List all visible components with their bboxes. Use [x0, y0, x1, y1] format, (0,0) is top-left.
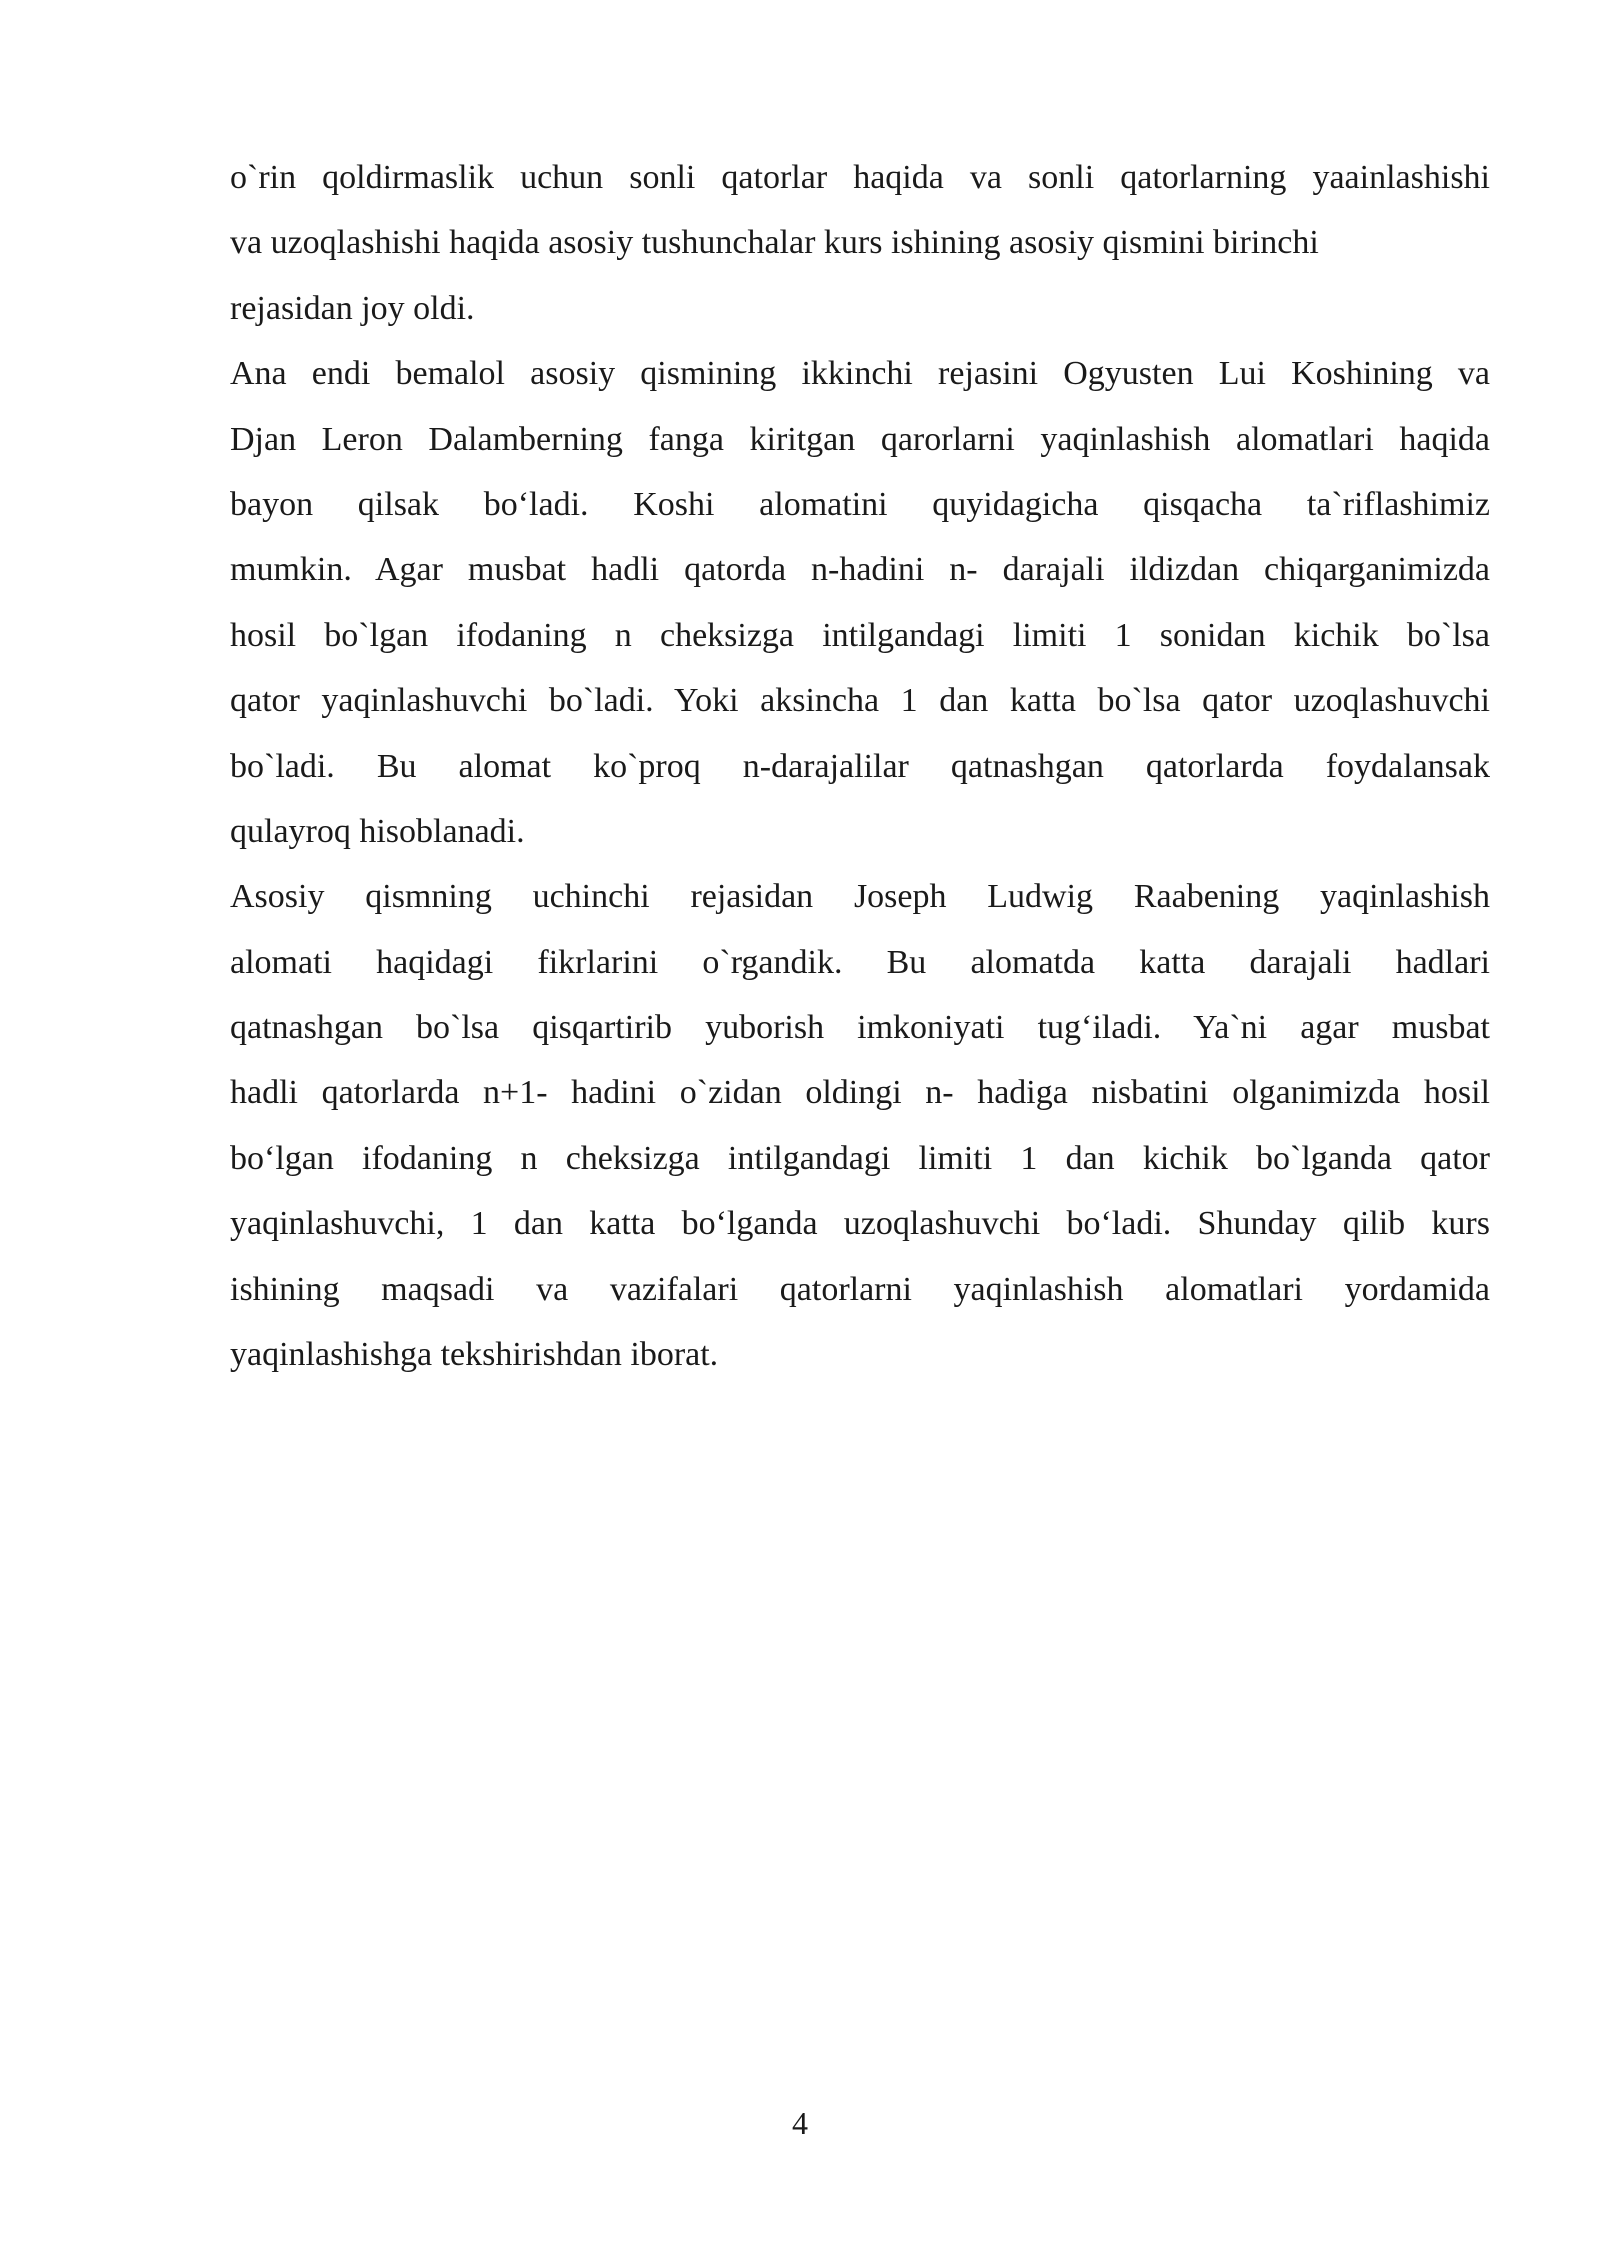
- text-line: qatnashgan bo`lsa qisqartirib yuborish imkoniyati tug‘iladi. Ya`ni agar musbat: [230, 1009, 1490, 1047]
- text-line: alomati haqidagi fikrlarini o`rgandik. Bu alomatda katta darajali hadlari: [230, 943, 1490, 981]
- text-line: yaqinlashuvchi, 1 dan katta bo‘lganda uzoqlashuvchi bo‘ladi. Shunday qilib kurs: [230, 1205, 1490, 1243]
- text-line: ishining maqsadi va vazifalari qatorlarni yaqinlashish alomatlari yordamida: [230, 1270, 1490, 1308]
- text-line: va uzoqlashishi haqida asosiy tushunchalar kurs ishining asosiy qismini birinchi: [230, 224, 1319, 262]
- text-line: Asosiy qismning uchinchi rejasidan Joseph Ludwig Raabening yaqinlashish: [230, 878, 1490, 916]
- page-number: 4: [792, 2105, 808, 2141]
- text-line: qulayroq hisoblanadi.: [230, 812, 525, 850]
- text-line: bo`ladi. Bu alomat ko`proq n-darajalilar qatnashgan qatorlarda foydalansak: [230, 747, 1490, 785]
- text-line: yaqinlashishga tekshirishdan iborat.: [230, 1336, 719, 1374]
- text-line: qator yaqinlashuvchi bo`ladi. Yoki aksincha 1 dan katta bo`lsa qator uzoqlashuvchi: [230, 682, 1490, 720]
- text-line: Djan Leron Dalamberning fanga kiritgan qarorlarni yaqinlashish alomatlari haqida: [230, 420, 1490, 458]
- text-line: bo‘lgan ifodaning n cheksizga intilgandagi limiti 1 dan kichik bo`lganda qator: [230, 1139, 1490, 1177]
- text-line: bayon qilsak bo‘ladi. Koshi alomatini quyidagicha qisqacha ta`riflashimiz: [230, 485, 1490, 523]
- body-text: [230, 145, 1490, 1387]
- text-line: mumkin. Agar musbat hadli qatorda n-hadini n- darajali ildizdan chiqarganimizda: [230, 551, 1490, 589]
- text-line: Ana endi bemalol asosiy qismining ikkinchi rejasini Ogyusten Lui Koshining va: [230, 355, 1490, 393]
- text-line: hosil bo`lgan ifodaning n cheksizga intilgandagi limiti 1 sonidan kichik bo`lsa: [230, 616, 1490, 654]
- text-line: rejasidan joy oldi.: [230, 289, 475, 327]
- text-line: o`rin qoldirmaslik uchun sonli qatorlar haqida va sonli qatorlarning yaainlashishi: [230, 159, 1490, 196]
- text-line: hadli qatorlarda n+1- hadini o`zidan oldingi n- hadiga nisbatini olganimizda hosil: [230, 1074, 1490, 1112]
